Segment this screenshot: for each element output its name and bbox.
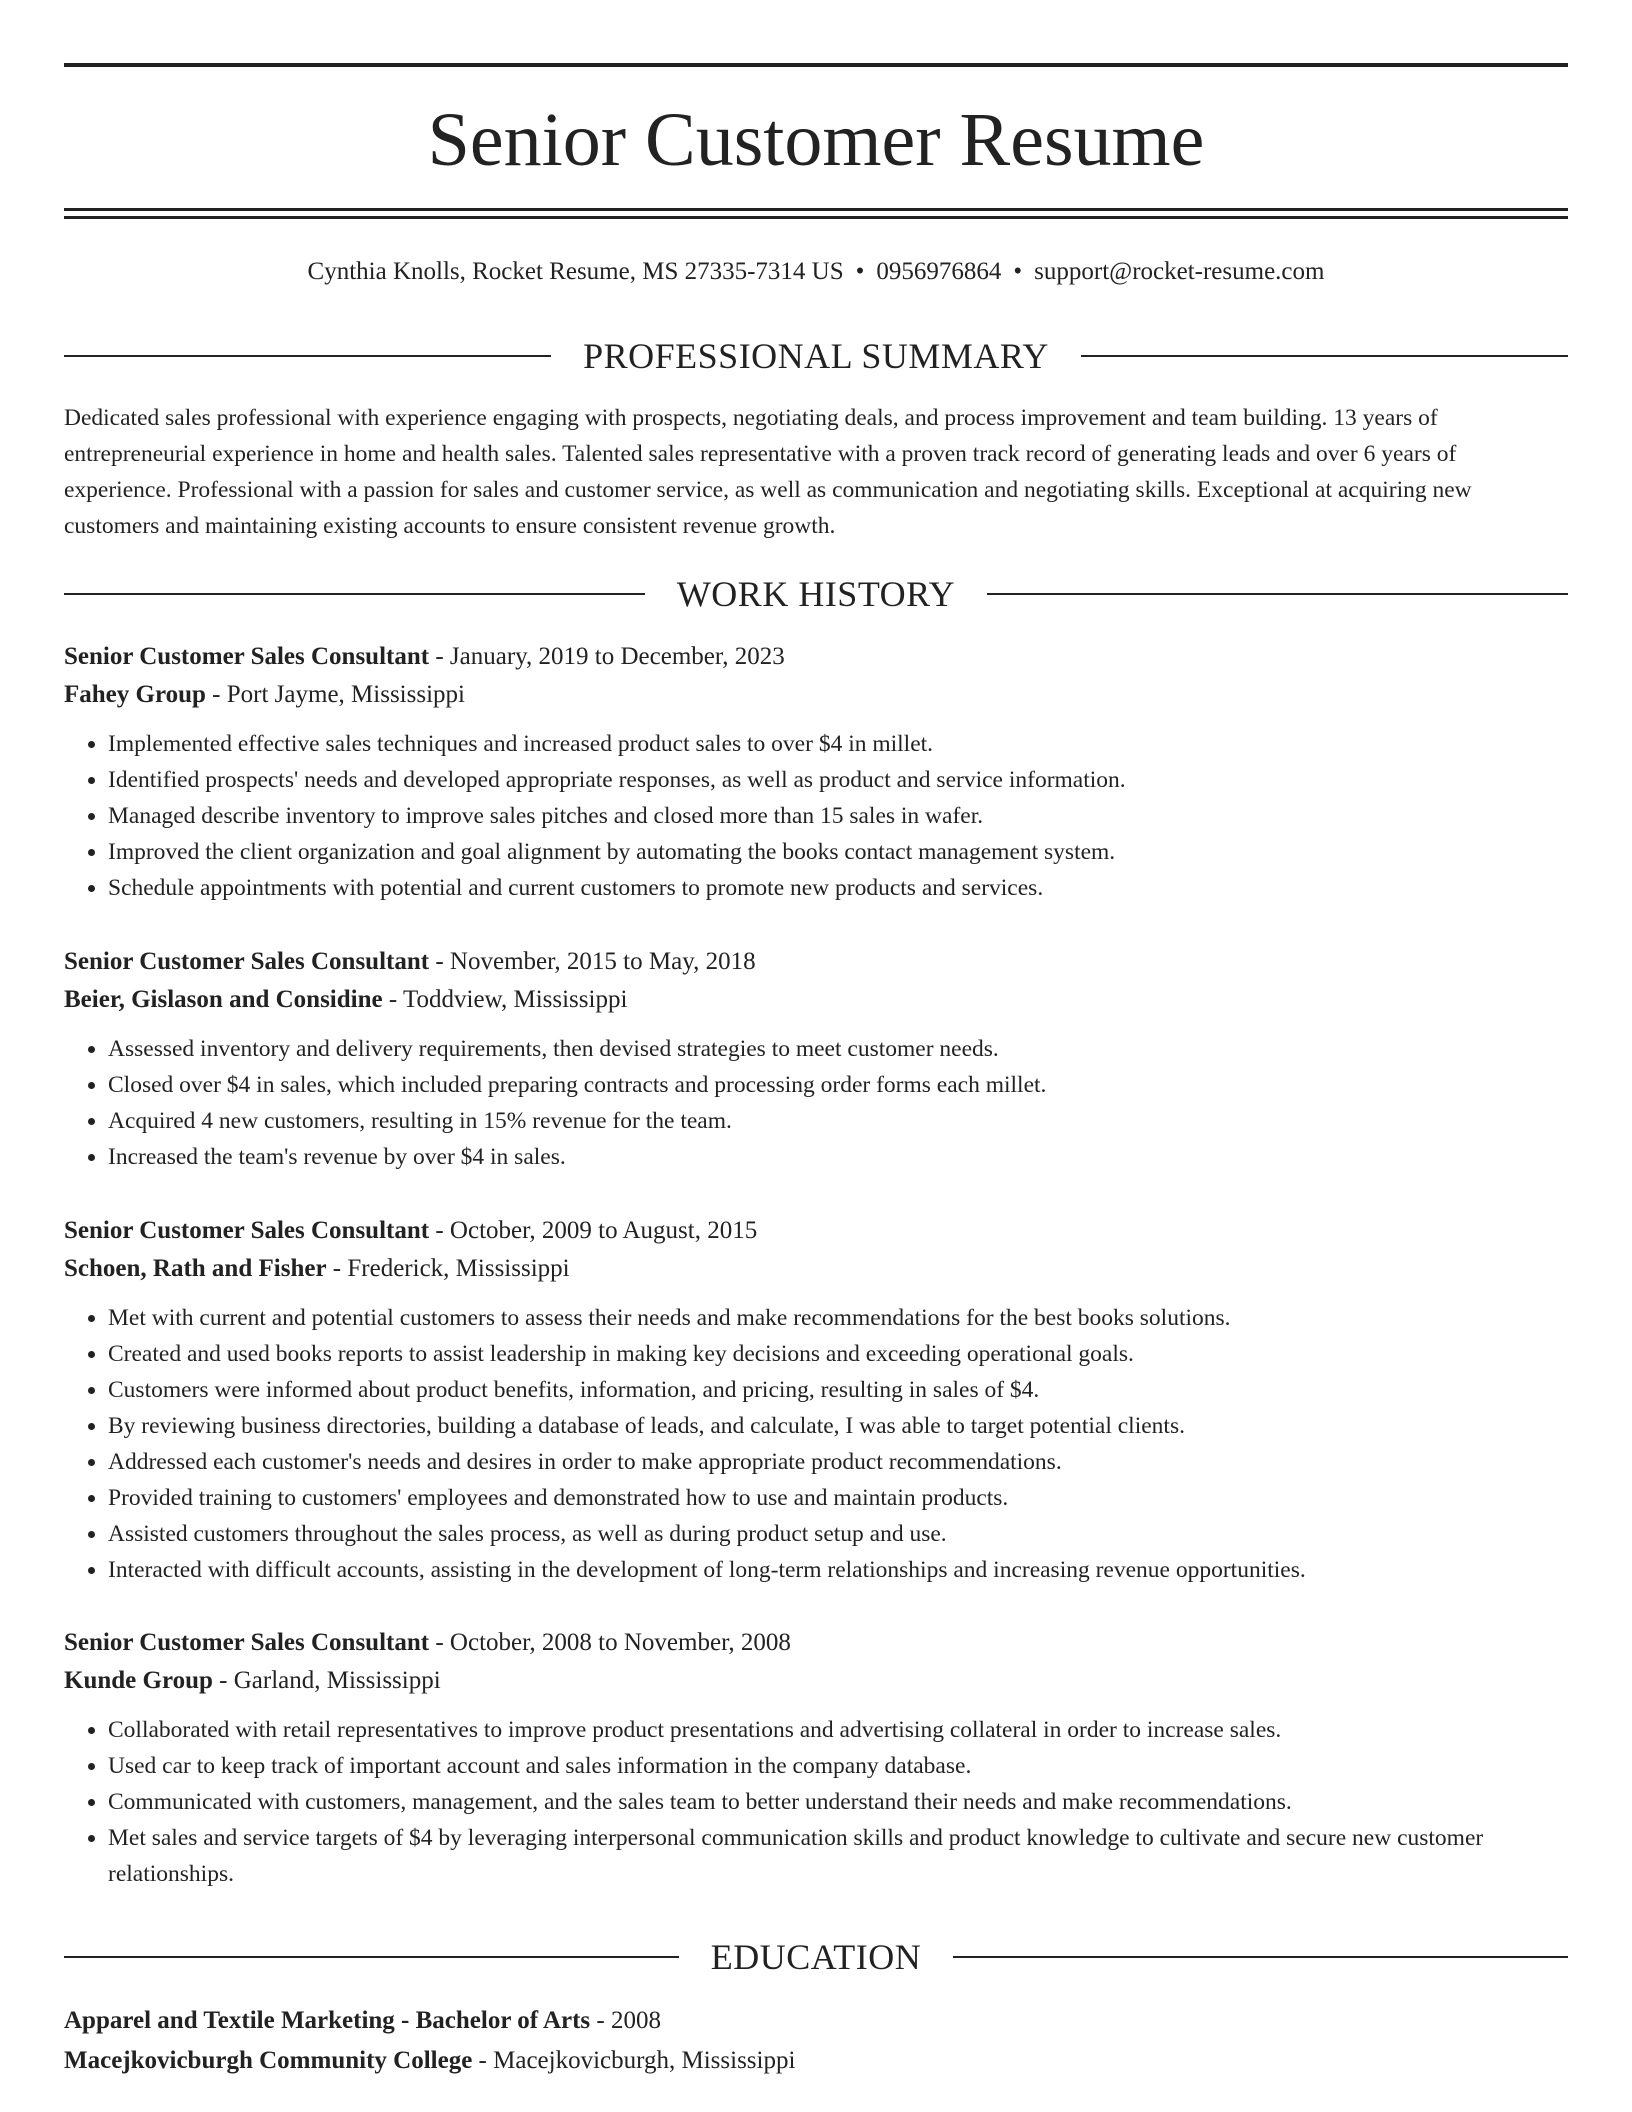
list-item: • Increased the team's revenue by over $4 in sales. [108,1139,1568,1175]
job-company: Schoen, Rath and Fisher [64,1255,327,1282]
job-dates: - October, 2008 to November, 2008 [429,1629,791,1656]
job-dates: - October, 2009 to August, 2015 [429,1217,758,1244]
list-item: • Created and used books reports to assist leadership in making key decisions and exceeding operational goals. [108,1336,1568,1372]
list-item: • Met with current and potential customers to assess their needs and make recommendations for the best books solutions. [108,1300,1568,1336]
list-item: • Improved the client organization and goal alignment by automating the books contact management system. [108,834,1568,870]
job-entry [64,943,1568,1175]
education-degree: Apparel and Textile Marketing - Bachelor of Arts [64,2007,591,2034]
contact-separator: • [855,258,865,285]
contact-separator: • [1013,258,1023,285]
section-rule [64,593,645,595]
list-item: • Provided training to customers' employees and demonstrated how to use and maintain products. [108,1480,1568,1516]
job-bullets [64,1031,1568,1175]
job-entry [64,1212,1568,1588]
resume-title: Senior Customer Resume [427,98,1205,182]
job-title-line [64,1212,1568,1250]
contact-address: Cynthia Knolls, Rocket Resume, MS 27335-7314 US [307,258,844,285]
job-title: Senior Customer Sales Consultant [64,948,430,975]
job-company-line [64,1250,1568,1288]
job-bullets [64,1300,1568,1588]
education-degree-line [64,2001,1568,2041]
contact-phone: 0956976864 [876,258,1002,285]
list-item: • Collaborated with retail representatives to improve product presentations and advertising collateral in order to increase sales. [108,1712,1568,1748]
list-item: • By reviewing business directories, building a database of leads, and calculate, I was able to target potential clients. [108,1408,1568,1444]
section-rule [987,593,1568,595]
list-item: • Met sales and service targets of $4 by leveraging interpersonal communication skills and product knowledge to cultivate and secure new customer relationships. [108,1820,1568,1892]
list-item: • Implemented effective sales techniques and increased product sales to over $4 in millet. [108,726,1568,762]
job-entry [64,1624,1568,1892]
job-dates: - January, 2019 to December, 2023 [429,643,785,670]
list-item: • Customers were informed about product benefits, information, and pricing, resulting in sales of $4. [108,1372,1568,1408]
job-company-line [64,981,1568,1019]
job-location: - Toddview, Mississippi [382,986,628,1013]
section-title: WORK HISTORY [676,574,956,614]
job-company-line [64,1662,1568,1700]
job-title-line [64,943,1568,981]
job-location: - Garland, Mississippi [212,1667,441,1694]
list-item: • Used car to keep track of important account and sales information in the company database. [108,1748,1568,1784]
education-year: - 2008 [590,2007,661,2034]
education-entry [64,2001,1568,2081]
job-entry [64,638,1568,906]
job-bullets [64,1712,1568,1892]
job-title: Senior Customer Sales Consultant [64,1629,430,1656]
top-rule [64,63,1568,67]
list-item: • Assessed inventory and delivery requirements, then devised strategies to meet customer needs. [108,1031,1568,1067]
job-title: Senior Customer Sales Consultant [64,643,430,670]
job-company-line [64,676,1568,714]
education-location: - Macejkovicburgh, Mississippi [472,2047,796,2074]
section-title: EDUCATION [710,1937,922,1977]
job-company: Kunde Group [64,1667,213,1694]
job-location: - Frederick, Mississippi [326,1255,570,1282]
section-rule [64,355,551,357]
section-header-education [64,1935,1568,1979]
title-rule-lower [64,216,1568,219]
list-item: • Communicated with customers, management, and the sales team to better understand their needs and make recommendations. [108,1784,1568,1820]
contact-email: support@rocket-resume.com [1034,258,1325,285]
list-item: • Assisted customers throughout the sales process, as well as during product setup and use. [108,1516,1568,1552]
education-school: Macejkovicburgh Community College [64,2047,473,2074]
job-company: Fahey Group [64,681,206,708]
list-item: • Interacted with difficult accounts, assisting in the development of long-term relationships and increasing revenue opportunities. [108,1552,1568,1588]
list-item: • Addressed each customer's needs and desires in order to make appropriate product recommendations. [108,1444,1568,1480]
section-rule [953,1956,1568,1958]
section-header-summary [64,334,1568,378]
job-company: Beier, Gislason and Considine [64,986,383,1013]
list-item: • Identified prospects' needs and developed appropriate responses, as well as product and service information. [108,762,1568,798]
list-item: • Schedule appointments with potential and current customers to promote new products and services. [108,870,1568,906]
list-item: • Closed over $4 in sales, which included preparing contracts and processing order forms each millet. [108,1067,1568,1103]
title-rule-upper [64,208,1568,211]
list-item: • Managed describe inventory to improve sales pitches and closed more than 15 sales in wafer. [108,798,1568,834]
contact-line [64,255,1568,289]
education-school-line [64,2041,1568,2081]
list-item: • Acquired 4 new customers, resulting in 15% revenue for the team. [108,1103,1568,1139]
section-rule [1081,355,1568,357]
job-title-line [64,1624,1568,1662]
job-bullets [64,726,1568,906]
job-location: - Port Jayme, Mississippi [205,681,465,708]
section-header-work [64,572,1568,616]
job-title-line [64,638,1568,676]
summary-text: Dedicated sales professional with experience engaging with prospects, negotiating deals, and process improvement and team building. 13 years of entrepreneurial experience in home and health sales. Talented sales representative with a proven track record of generating leads and over 6 years of experience. Professional with a passion for sales and customer service, as well as communication and negotiating skills. Exceptional at acquiring new customers and maintaining existing accounts to ensure consistent revenue growth. [64,405,1472,539]
section-title: PROFESSIONAL SUMMARY [583,336,1049,376]
job-title: Senior Customer Sales Consultant [64,1217,430,1244]
job-dates: - November, 2015 to May, 2018 [429,948,756,975]
section-rule [64,1956,679,1958]
